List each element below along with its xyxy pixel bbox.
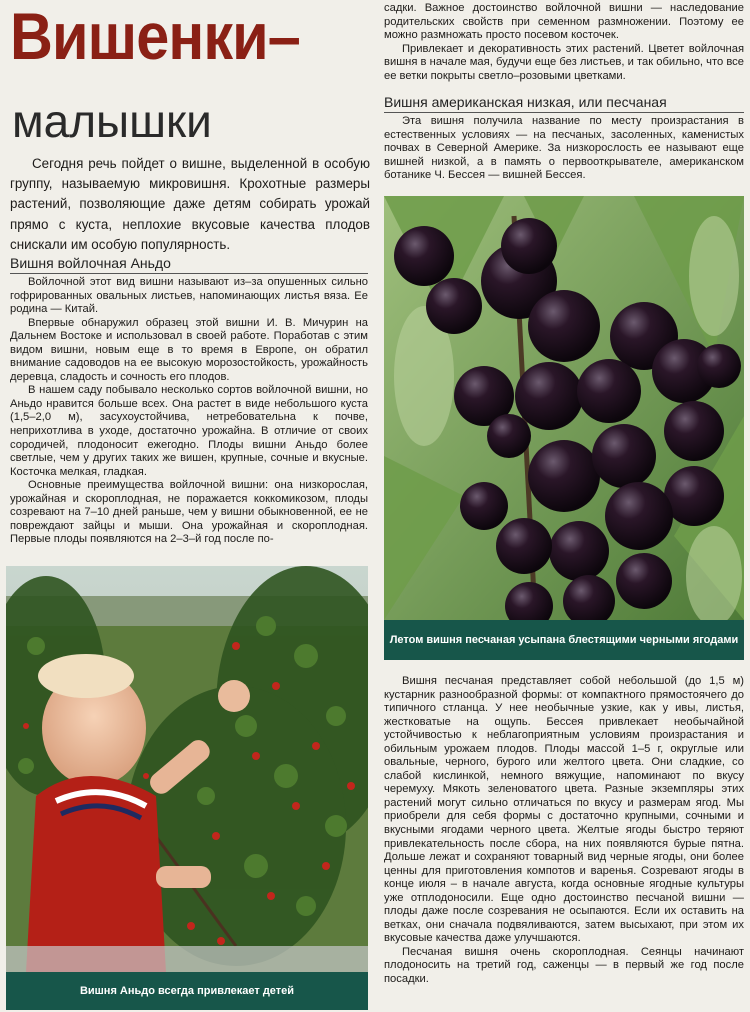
photo1-caption: Вишня Аньдо всегда привлекает детей (6, 972, 368, 1010)
paragraph: садки. Важное достоинство войлочной вишни — наследование родительских свойств при семенном размножении. Поэтому ее можно размножать просто посевом косточек. (384, 2, 744, 42)
sand-cherry-body (384, 675, 744, 987)
section-ando-body (10, 276, 368, 547)
paragraph: Вишня песчаная представляет собой небольшой (до 1,5 м) кустарник разнообразной формы: от компактного прямостоячего до типичного стланца. У нее необычные узкие, как у ивы, листья, жестковатые на ощупь. Бессея привлекает необычайной устойчивостью к неблагоприятным условиям произрастания и обильным урожаем плодов. Плоды массой 1–5 г, округлые или овальные, черного, бурого или желтого цвета. Они сладкие, со слабой кислинкой, немного вяжущие, напоминают по вкусу черемуху. Мякоть зеленоватого цвета. Разные экземпляры этих растений могут сильно отличаться по вкусу и размерам ягод. Мы приобрели для себя формы с достаточно крупными, сочными и вкусными ягодами черного цвета. Желтые ягоды быстро теряют привлекательность после сбора, на них появляются бурые пятна. Дольше лежат и сохраняют товарный вид черные ягоды, они более ценны для приготовления компотов и варенья. Созревают ягоды в конце июля – в начале августа, когда основные ягодные культуры уже отплодоносили. Еще одно достоинство песчаной вишни — плоды даже после созревания не осыпаются. Если их оставить на ветках, они сначала подвяливаются, затем высыхают, при этом их вкусовые качества даже улучшаются. (384, 675, 744, 945)
photo-child-cherry-bush (6, 566, 368, 972)
paragraph: Песчаная вишня очень скороплодная. Сеянцы начинают плодоносить на третий год, саженцы — в первый же год после посадки. (384, 945, 744, 986)
section-heading-ando: Вишня войлочная Аньдо (10, 254, 368, 274)
paragraph: Эта вишня получила название по месту произрастания в естественных условиях — на песчаных, засоленных, каменистых почвах в Северной Америке. За низкорослость ее называют еще вишней низкой, а в память о первооткрывателе, американском ботанике Ч. Бессея — вишней Бессея. (384, 115, 744, 182)
right-top-body (384, 2, 744, 83)
paragraph: Войлочной этот вид вишни называют из–за опушенных сильно гофрированных овальных листьев, напоминающих листья вяза. Ее родина — Китай. (10, 276, 368, 316)
photo-child-illustration (6, 566, 368, 972)
article-title: Вишенки– (10, 0, 300, 73)
photo2-caption: Летом вишня песчаная усыпана блестящими черными ягодами (384, 620, 744, 660)
paragraph: Привлекает и декоративность этих растений. Цветет войлочная вишня в начале мая, будучи еще без листьев, и так обильно, что все ее ветки покрыты светло–розовыми цветками. (384, 42, 744, 82)
paragraph: В нашем саду побывало несколько сортов войлочной вишни, но Аньдо нравится больше всех. Она растет в виде небольшого куста (1,5–2,0 м), засухоустойчива, нетребовательна к почве, неприхотлива в уходе, достаточно урожайна. В отличие от своих сородичей, плодоносит ежегодно. Плоды вишни Аньдо более светлые, чем у других таких же вишен, крупные, сочные и вкусные. Косточка мелкая, гладкая. (10, 384, 368, 478)
section-heading-sand-cherry: Вишня американская низкая, или песчаная (384, 93, 744, 113)
photo-black-cherries (384, 196, 744, 620)
lead-paragraph: Сегодня речь пойдет о вишне, выделенной в особую группу, называемую микровишня. Крохотные размеры растений, позволяющие даже детям собирать урожай прямо с куста, неплохие вкусовые качества плодов снискали им особую популярность. (10, 156, 370, 252)
article-subtitle: малышки (12, 95, 212, 147)
paragraph: Основные преимущества войлочной вишни: она низкорослая, урожайная и скороплодная, не поражается коккомикозом, плоды созревают на 7–10 дней раньше, чем у вишни обыкновенной, ее не повреждают зайцы и мыши. Она урожайная и скороплодная. Первые плоды появляются на 2–3–й год после по- (10, 479, 368, 546)
sand-cherry-intro (384, 115, 744, 183)
paragraph: Впервые обнаружил образец этой вишни И. В. Мичурин на Дальнем Востоке и использовал в своей работе. Поработав с этим видом вишни, новым еще в то время в Европе, он обратил внимание садоводов на ее высокую морозостойкость, урожайность деревца, сладость и сочность его плодов. (10, 316, 368, 383)
photo-cherries-illustration (384, 196, 744, 620)
